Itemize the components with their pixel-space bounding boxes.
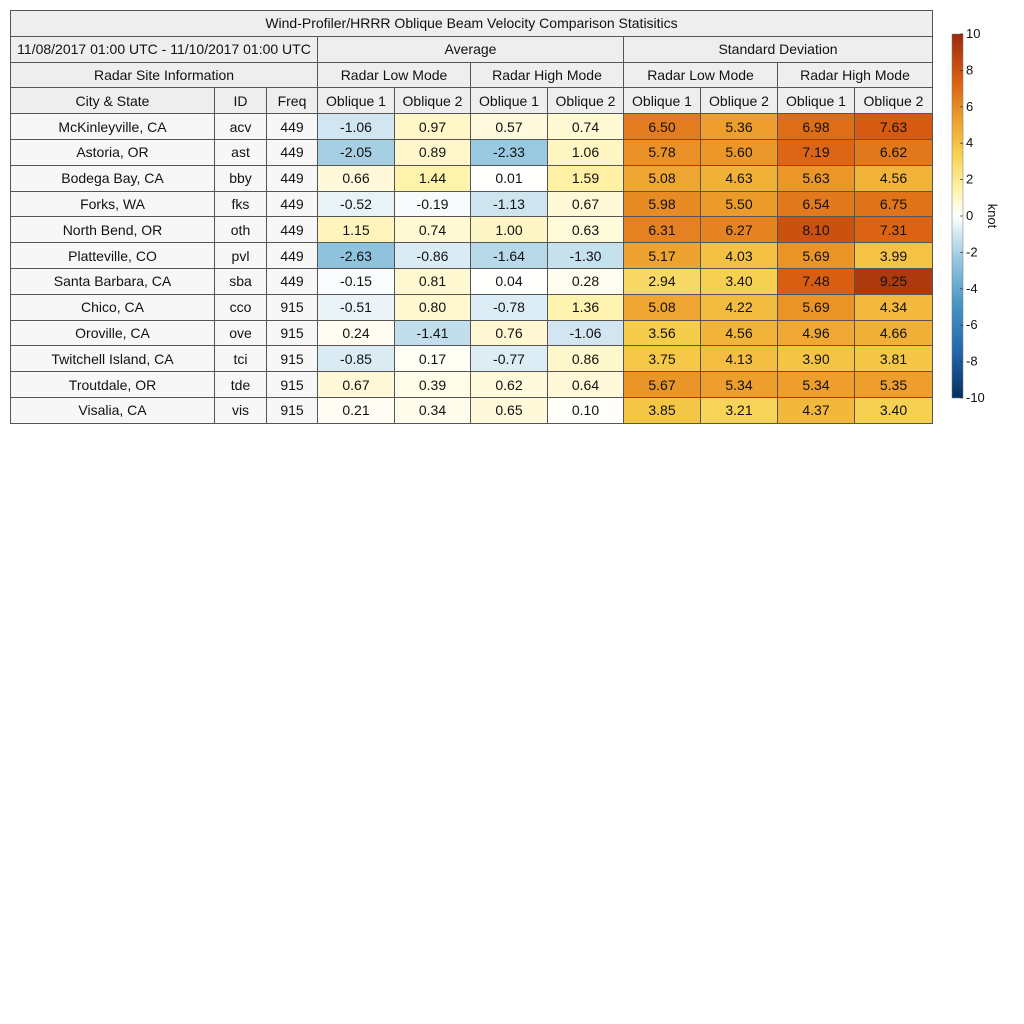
city-cell: Forks, WA bbox=[11, 191, 215, 217]
value-cell: 3.90 bbox=[778, 346, 855, 372]
value-cell: 0.67 bbox=[548, 191, 624, 217]
value-cell: 5.50 bbox=[701, 191, 778, 217]
freq-cell: 449 bbox=[267, 268, 318, 294]
value-cell: 4.34 bbox=[855, 294, 933, 320]
value-cell: 7.31 bbox=[855, 217, 933, 243]
value-cell: 0.64 bbox=[548, 372, 624, 398]
value-cell: 0.65 bbox=[471, 397, 548, 423]
value-cell: 4.56 bbox=[855, 165, 933, 191]
value-cell: 7.19 bbox=[778, 139, 855, 165]
value-cell: -1.06 bbox=[318, 114, 395, 140]
table-row bbox=[11, 372, 933, 398]
value-cell: 5.69 bbox=[778, 243, 855, 269]
mode-header: Radar High Mode bbox=[778, 62, 933, 88]
value-cell: 0.24 bbox=[318, 320, 395, 346]
value-cell: 3.40 bbox=[855, 397, 933, 423]
value-cell: 0.04 bbox=[471, 268, 548, 294]
value-cell: 3.21 bbox=[701, 397, 778, 423]
value-cell: 1.06 bbox=[548, 139, 624, 165]
value-cell: 4.63 bbox=[701, 165, 778, 191]
column-header: ID bbox=[215, 88, 267, 114]
value-cell: 7.48 bbox=[778, 268, 855, 294]
city-cell: Santa Barbara, CA bbox=[11, 268, 215, 294]
value-cell: 5.36 bbox=[701, 114, 778, 140]
mode-header: Radar Low Mode bbox=[318, 62, 471, 88]
freq-cell: 915 bbox=[267, 397, 318, 423]
colorbar-tick-label: -4 bbox=[966, 280, 978, 296]
period-cell: 11/08/2017 01:00 UTC - 11/10/2017 01:00 UTC bbox=[11, 36, 318, 62]
value-cell: 7.63 bbox=[855, 114, 933, 140]
value-cell: 6.27 bbox=[701, 217, 778, 243]
column-header: Oblique 1 bbox=[318, 88, 395, 114]
site-id-cell: bby bbox=[215, 165, 267, 191]
value-cell: 0.80 bbox=[395, 294, 471, 320]
colorbar-tick-label: -8 bbox=[966, 353, 978, 369]
colorbar-label: knot bbox=[985, 203, 1000, 229]
value-cell: -1.30 bbox=[548, 243, 624, 269]
value-cell: 0.89 bbox=[395, 139, 471, 165]
value-cell: -0.78 bbox=[471, 294, 548, 320]
value-cell: 4.37 bbox=[778, 397, 855, 423]
city-cell: Platteville, CO bbox=[11, 243, 215, 269]
value-cell: 6.31 bbox=[624, 217, 701, 243]
value-cell: 0.10 bbox=[548, 397, 624, 423]
value-cell: 0.66 bbox=[318, 165, 395, 191]
colorbar-tick-label: 6 bbox=[966, 98, 974, 114]
value-cell: 2.94 bbox=[624, 268, 701, 294]
value-cell: 0.76 bbox=[471, 320, 548, 346]
comparison-table bbox=[10, 10, 933, 424]
value-cell: 6.75 bbox=[855, 191, 933, 217]
column-header: City & State bbox=[11, 88, 215, 114]
value-cell: -0.85 bbox=[318, 346, 395, 372]
value-cell: 0.97 bbox=[395, 114, 471, 140]
value-cell: 5.69 bbox=[778, 294, 855, 320]
freq-cell: 449 bbox=[267, 217, 318, 243]
value-cell: -1.64 bbox=[471, 243, 548, 269]
value-cell: 5.34 bbox=[778, 372, 855, 398]
column-header: Oblique 1 bbox=[624, 88, 701, 114]
site-id-cell: ove bbox=[215, 320, 267, 346]
column-header: Oblique 1 bbox=[471, 88, 548, 114]
colorbar-tick-label: 8 bbox=[966, 62, 974, 78]
group-header-std-dev: Standard Deviation bbox=[624, 36, 933, 62]
value-cell: 0.74 bbox=[548, 114, 624, 140]
value-cell: -1.41 bbox=[395, 320, 471, 346]
city-cell: McKinleyville, CA bbox=[11, 114, 215, 140]
value-cell: 0.62 bbox=[471, 372, 548, 398]
value-cell: -2.05 bbox=[318, 139, 395, 165]
table-title: Wind-Profiler/HRRR Oblique Beam Velocity Comparison Statisitics bbox=[11, 11, 933, 37]
column-header: Oblique 2 bbox=[855, 88, 933, 114]
value-cell: 0.74 bbox=[395, 217, 471, 243]
column-header: Oblique 1 bbox=[778, 88, 855, 114]
value-cell: 5.08 bbox=[624, 165, 701, 191]
table-row bbox=[11, 191, 933, 217]
site-id-cell: fks bbox=[215, 191, 267, 217]
site-id-cell: sba bbox=[215, 268, 267, 294]
mode-header: Radar High Mode bbox=[471, 62, 624, 88]
city-cell: Astoria, OR bbox=[11, 139, 215, 165]
value-cell: 3.56 bbox=[624, 320, 701, 346]
value-cell: 0.81 bbox=[395, 268, 471, 294]
colorbar-tick-label: 10 bbox=[966, 26, 981, 41]
table-row bbox=[11, 217, 933, 243]
site-info-header: Radar Site Information bbox=[11, 62, 318, 88]
site-id-cell: vis bbox=[215, 397, 267, 423]
column-header: Oblique 2 bbox=[701, 88, 778, 114]
colorbar-tick-label: 4 bbox=[966, 135, 974, 151]
colorbar-tick-label: -10 bbox=[966, 390, 985, 405]
freq-cell: 449 bbox=[267, 191, 318, 217]
value-cell: 4.66 bbox=[855, 320, 933, 346]
column-header-row bbox=[11, 88, 933, 114]
colorbar-tick-label: -6 bbox=[966, 317, 978, 333]
value-cell: -0.19 bbox=[395, 191, 471, 217]
colorbar-tick-label: -2 bbox=[966, 244, 978, 260]
table-row bbox=[11, 397, 933, 423]
value-cell: -2.33 bbox=[471, 139, 548, 165]
value-cell: 8.10 bbox=[778, 217, 855, 243]
site-id-cell: ast bbox=[215, 139, 267, 165]
freq-cell: 449 bbox=[267, 139, 318, 165]
freq-cell: 915 bbox=[267, 294, 318, 320]
mode-header: Radar Low Mode bbox=[624, 62, 778, 88]
freq-cell: 449 bbox=[267, 165, 318, 191]
value-cell: 0.63 bbox=[548, 217, 624, 243]
colorbar-tick-label: 2 bbox=[966, 171, 974, 187]
table-row bbox=[11, 268, 933, 294]
value-cell: 5.17 bbox=[624, 243, 701, 269]
value-cell: 0.34 bbox=[395, 397, 471, 423]
colorbar-legend bbox=[948, 26, 1018, 410]
value-cell: 6.50 bbox=[624, 114, 701, 140]
value-cell: -0.77 bbox=[471, 346, 548, 372]
value-cell: 3.75 bbox=[624, 346, 701, 372]
value-cell: -0.86 bbox=[395, 243, 471, 269]
value-cell: 4.22 bbox=[701, 294, 778, 320]
value-cell: -0.52 bbox=[318, 191, 395, 217]
city-cell: Twitchell Island, CA bbox=[11, 346, 215, 372]
value-cell: 0.67 bbox=[318, 372, 395, 398]
value-cell: 4.96 bbox=[778, 320, 855, 346]
value-cell: 5.63 bbox=[778, 165, 855, 191]
freq-cell: 449 bbox=[267, 114, 318, 140]
value-cell: 4.13 bbox=[701, 346, 778, 372]
column-header: Oblique 2 bbox=[548, 88, 624, 114]
freq-cell: 915 bbox=[267, 320, 318, 346]
value-cell: 5.98 bbox=[624, 191, 701, 217]
site-id-cell: tci bbox=[215, 346, 267, 372]
value-cell: 5.08 bbox=[624, 294, 701, 320]
table-row bbox=[11, 114, 933, 140]
value-cell: 4.03 bbox=[701, 243, 778, 269]
value-cell: 5.34 bbox=[701, 372, 778, 398]
table-row bbox=[11, 320, 933, 346]
colorbar-tick-label: 0 bbox=[966, 208, 974, 223]
table-row bbox=[11, 243, 933, 269]
value-cell: -0.15 bbox=[318, 268, 395, 294]
column-header: Freq bbox=[267, 88, 318, 114]
value-cell: 0.17 bbox=[395, 346, 471, 372]
site-id-cell: cco bbox=[215, 294, 267, 320]
value-cell: 5.60 bbox=[701, 139, 778, 165]
city-cell: North Bend, OR bbox=[11, 217, 215, 243]
table-row bbox=[11, 139, 933, 165]
value-cell: 1.59 bbox=[548, 165, 624, 191]
freq-cell: 449 bbox=[267, 243, 318, 269]
value-cell: -2.63 bbox=[318, 243, 395, 269]
value-cell: 6.98 bbox=[778, 114, 855, 140]
value-cell: 0.01 bbox=[471, 165, 548, 191]
value-cell: 3.40 bbox=[701, 268, 778, 294]
site-id-cell: tde bbox=[215, 372, 267, 398]
site-id-cell: pvl bbox=[215, 243, 267, 269]
table-row bbox=[11, 165, 933, 191]
value-cell: 0.28 bbox=[548, 268, 624, 294]
table-row bbox=[11, 346, 933, 372]
value-cell: 1.15 bbox=[318, 217, 395, 243]
value-cell: 6.54 bbox=[778, 191, 855, 217]
group-header-average: Average bbox=[318, 36, 624, 62]
site-id-cell: oth bbox=[215, 217, 267, 243]
value-cell: 0.86 bbox=[548, 346, 624, 372]
value-cell: 1.44 bbox=[395, 165, 471, 191]
value-cell: 5.35 bbox=[855, 372, 933, 398]
value-cell: 3.99 bbox=[855, 243, 933, 269]
value-cell: 3.81 bbox=[855, 346, 933, 372]
value-cell: 1.00 bbox=[471, 217, 548, 243]
value-cell: 1.36 bbox=[548, 294, 624, 320]
city-cell: Chico, CA bbox=[11, 294, 215, 320]
value-cell: 9.25 bbox=[855, 268, 933, 294]
freq-cell: 915 bbox=[267, 372, 318, 398]
value-cell: 0.21 bbox=[318, 397, 395, 423]
city-cell: Visalia, CA bbox=[11, 397, 215, 423]
value-cell: 4.56 bbox=[701, 320, 778, 346]
value-cell: 6.62 bbox=[855, 139, 933, 165]
site-id-cell: acv bbox=[215, 114, 267, 140]
value-cell: 0.39 bbox=[395, 372, 471, 398]
city-cell: Oroville, CA bbox=[11, 320, 215, 346]
value-cell: 5.78 bbox=[624, 139, 701, 165]
value-cell: -1.06 bbox=[548, 320, 624, 346]
table-row bbox=[11, 294, 933, 320]
value-cell: 3.85 bbox=[624, 397, 701, 423]
value-cell: -0.51 bbox=[318, 294, 395, 320]
city-cell: Troutdale, OR bbox=[11, 372, 215, 398]
value-cell: 0.57 bbox=[471, 114, 548, 140]
city-cell: Bodega Bay, CA bbox=[11, 165, 215, 191]
column-header: Oblique 2 bbox=[395, 88, 471, 114]
value-cell: -1.13 bbox=[471, 191, 548, 217]
freq-cell: 915 bbox=[267, 346, 318, 372]
value-cell: 5.67 bbox=[624, 372, 701, 398]
